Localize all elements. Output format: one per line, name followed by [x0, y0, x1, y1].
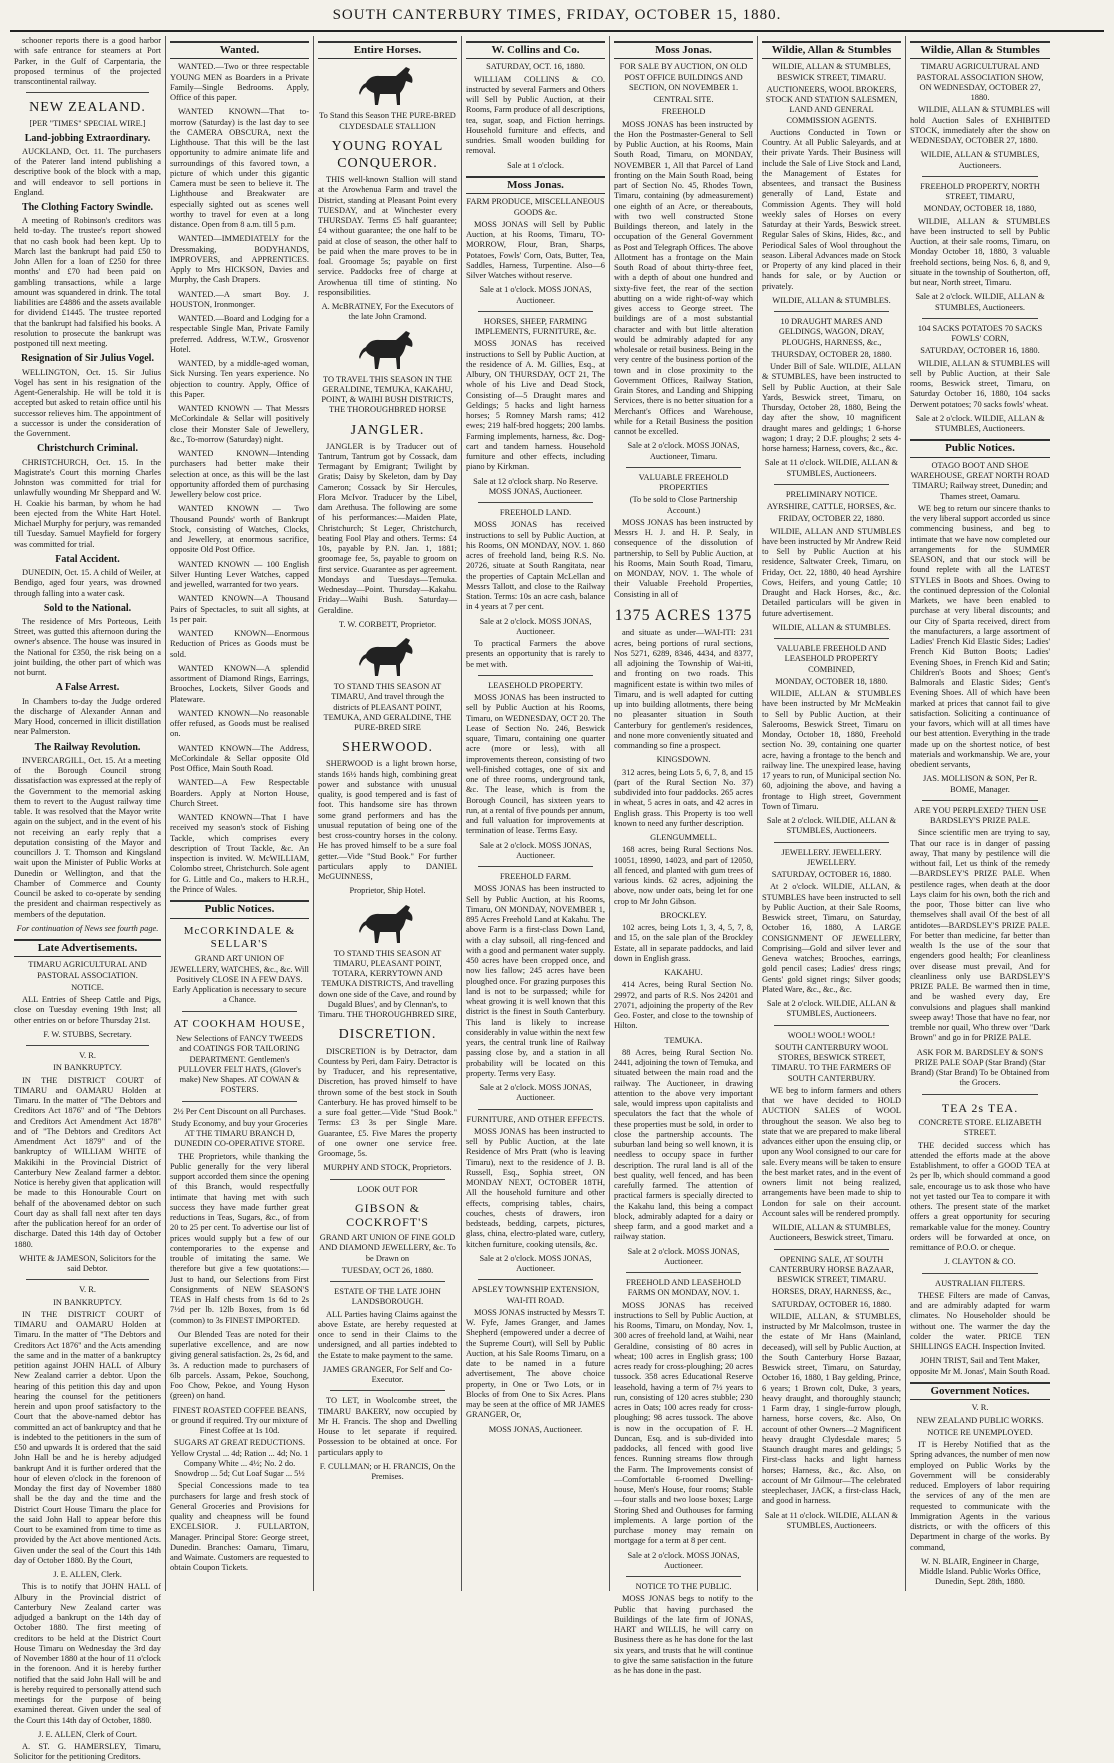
ad-title: IN BANKRUPTCY. [53, 1297, 122, 1307]
ad-body: To Stand this Season THE PURE-BRED CLYDESDALE STALLION [319, 111, 456, 131]
ad-title: 10 DRAUGHT MARES AND GELDINGS, WAGON, DRAY, PLOUGHS, HARNESS, &c., [778, 317, 885, 347]
ad-body: IN THE DISTRICT COURT of TIMARU and OAMARU Holden at Timaru. In the matter of "The Debtors and Creditors Act 1876" and the Acts amending the same and in the matter of a bankruptcy petition against JOHN HALL of Albury New Zealand carrier a debtor. Upon the hearing of this petition this day and upon hearing the counsel for the petitioners herein and upon proof satisfactory to the Court that the above-named debtor has committed an act of bankruptcy and that he is indebted to the petitioners in the sum of £50 and upwards It is ordered that the said John Hall be and he is hereby adjudged bankrupt And it is further ordered that the hour of eleven o'clock in the forenoon of Monday the first day of November 1880 shall be the day and the time and the District Court House Timaru the place for the said John Hall to appear before this Court to be examined from time to time as provided by the Act above mentioned Acts. Given under the seal of the Court this 14th day of October 1880. By the Court, [14, 1309, 161, 1565]
column-wildie-allan-1 [758, 36, 906, 1591]
ad-signature: Sale at 11 o'clock. WILDIE, ALLAN & STUMBLES, Auctioneers. [764, 1510, 899, 1530]
ad-body: DISCRETION is by Detractor, dam Countess by Peri, dam Fairy. Detractor is by Traducer, and his representative, Discretion, has proved himself to have thrown some of the best stock in South Canterbury. He has proved himself to be a sure foal getter.—Vide "Stud Book." Terms: £3 3s per Single Mare. Guarantee, £5. Five Mares the property of one owner one service free. Groomage, 5s. [318, 1046, 457, 1159]
column-collins-jonas [462, 36, 610, 1591]
news-paragraph: The residence of Mrs Porteous, Leith Street, was gutted this afternoon during the owner's absence. The house was insured in the National for £350, the risk being on a joint building, the other part of which was not burnt. [14, 616, 161, 678]
ad-signature: Proprietor, Ship Hotel. [349, 886, 426, 896]
column-moss-jonas [610, 36, 758, 1676]
ad-body: 168 acres, being Rural Sections Nos. 10051, 18990, 14023, and part of 12050, all fenced, and planted with gum trees of various kinds. 62 acres, adjoining the above, now under oats, being let for one crop to Mr John Gibson. [614, 845, 753, 906]
ad-title: FOR SALE BY AUCTION, ON OLD POST OFFICE BUILDINGS AND SECTION, ON NOVEMBER 1. [619, 62, 748, 92]
section-moss-jonas: Moss Jonas. [466, 176, 605, 194]
ad-body: FINEST ROASTED COFFEE BEANS, or ground if required. Try our mixture of Finest Coffee at 1s 10d. [171, 1405, 308, 1436]
news-heading: Resignation of Sir Julius Vogel. [21, 353, 154, 365]
ad-title: NOTICE TO THE PUBLIC. [635, 1582, 732, 1592]
news-heading: Land-jobbing Extraordinary. [24, 132, 151, 144]
ad-body: MOSS JONAS has received instructions to Sell by Public Auction, at the residence of A. M. Gillies, Esq., at Albury, ON THURSDAY, OCT 21, The whole of his Live and Dead Stock, Consisting of—5 Draught mares and Geldings; 5 hacks and light harness horses; 5 Romney Marsh rams; 412 ewes; 219 half-bred hoggets; 200 lambs. Farming implements, harness, &c. Dog-cart and tandem harness. Household furniture and other effects, including piano by Kirkman. [466, 339, 605, 472]
classified-ad: WANTED KNOWN—No reasonable offer refused, as Goods must be realised on. [170, 708, 309, 739]
column-wanted [166, 36, 314, 1591]
ad-body: MOSS JONAS instructed by Messrs T. W. Fyfe, James Granger, and James Shepherd (empowered under a decree of the Supreme Court), will Sell by Public Auction, at his Sale Rooms Timaru, on a date to be named in a future advertisement, The above choice property, in One or Two Lots, or in Blocks of from One to Six Acres. Plans may be seen at the office of MR JAMES GRANGER, Or, [466, 1307, 605, 1420]
ad-body: MOSS JONAS has been instructed to sell by Public Auction, at the late Residence of Mrs Pratt (who is leaving Timaru), next to the residence of J. B. Russell, Esq., Sophia street, ON MONDAY NEXT, OCTOBER 18TH, All the household furniture and other effects, comprising tables, chairs, couches, chests of drawers, iron bedsteads, bedding, carpets, pictures, glass, china, electro-plated ware, cutlery, kitchen furniture, cooking utensils, &c. [466, 1126, 605, 1249]
ad-body: SUGARS AT GREAT REDUCTIONS. Yellow Crystal ... 4d; Ration ... 4d; No. 1 Company White ... 4½; No. 2 do. Snowdrop ... 5d; Cut Loaf Sugar ... 5½ [170, 1438, 309, 1479]
section-entire-horses: Entire Horses. [318, 41, 457, 59]
ad-title: JEWELLERY. JEWELLERY. JEWELLERY. [781, 847, 882, 867]
ad-body: THIS well-known Stallion will stand at the Arowhenua Farm and travel the District, standing at Pleasant Point every TUESDAY, and at Winchester every THURSDAY. Terms £5 half guarantee; £4 without guarantee; the one half to be paid at close of season, the other half to be paid when the mare proves to be in foal. Groomage 5s; payable on first service. Paddocks free of charge at Arowhenua till time of stinting. No responsibilities. [318, 175, 457, 297]
ad-title: CENTRAL SITE. [653, 95, 714, 105]
news-paragraph: AUCKLAND, Oct. 11. The purchasers of the Paterer land intend publishing a descriptive book of the block with a map, and will endeavor to sell portions in England. [14, 146, 161, 197]
ad-title: WOOL! WOOL! WOOL! [787, 1030, 876, 1040]
ad-title: FARM PRODUCE, MISCELLANEOUS GOODS &c. [466, 197, 605, 217]
ad-body: 102 acres, being Lots 1, 3, 4, 5, 7, 8, and 15, on the sale plan of the Brockley Estate, all in separate paddocks, and laid down in English grass. [614, 923, 753, 963]
ad-subhead: CONCRETE STORE. ELIZABETH STREET. [918, 1118, 1042, 1138]
news-paragraph: WELLINGTON, Oct. 15. Sir Julius Vogel has sent in his resignation of the Agent-Generalship. He will be told it is accepted but asked to retain office until his successor relieves him. The appointment of a successor is under the consideration of the Government. [14, 367, 161, 439]
ad-subhead: AUCTIONEERS, WOOL BROKERS, STOCK AND STATION SALESMEN, LAND AND GENERAL COMMISSION AGENTS. [765, 84, 898, 125]
horse-icon [356, 327, 420, 371]
ad-date: SATURDAY, OCTOBER 16, 1880. [920, 346, 1040, 356]
ad-signature: F. CULLMAN; or H. FRANCIS, On the Premises. [319, 1461, 456, 1482]
classified-ad: WANTED—IMMEDIATELY for the Dressmaking, BODYHANDS, IMPROVERS, and APPRENTICES. Apply to Mrs HICKSON, Davies and Murphy, the Cash Drapers. [170, 234, 309, 285]
ad-signature: A. ST. G. HAMERSLEY, Timaru, Solicitor for the petitioning Creditors. [14, 1742, 161, 1762]
ad-body: WILDIE, ALLAN & STUMBLES will hold Auction Sales of EXHIBITED STOCK, immediately after the show on WEDNESDAY, OCTOBER 27, 1880. [910, 105, 1050, 146]
ad-body: THESE Filters are made of Canvas, and are admirably adapted for warm climates. No Householder should be without one. The warmer the day the colder the water. PRICE TEN SHILLINGS EACH. Inspection Invited. [910, 1290, 1050, 1352]
ad-subhead: AYRSHIRE, CATTLE, HORSES, &c. [766, 502, 897, 512]
ad-date: SATURDAY, OCTOBER 16, 1880. [771, 870, 892, 880]
classified-ad: WANTED KNOWN—The Address, McCorkindale & Sellar opposite Old Post Office, Main South Road. [170, 743, 309, 774]
ad-poem: Since scientific men are trying to say, That our race is in danger of passing away, That many by pestilence will die without fail, Let us think of the remedy—BARDSLEY'S PRIZE PALE. When pestilence rages, when death at the door Lays claim for his own, both the rich and the poor, Those bitter can live who themselves shall avail Of the best of all antidotes—BARDSLEY'S PRIZE PALE. For better than medicine, far better than wealth Is the use of the sour that engenders good health; For cleanliness over disease must prevail, And for cleanliness only use BARDSLEY'S PRIZE PALE. Be warmed then in time, and be washed every day, Ere convulsions and plagues shall mankind sweep away! Those that have no fear, nor tremble nor quail, Who threw over "Dark Brown" and go in for PRIZE PALE. [910, 828, 1050, 1043]
ad-title: FREEHOLD PROPERTY, NORTH STREET, TIMARU, [920, 181, 1040, 202]
ad-signature: JAS. MOLLISON & SON, Per R. BOME, Manager. [922, 774, 1037, 794]
ad-subhead: BROCKLEY. [660, 910, 707, 920]
ad-body: WE beg to inform farmers and others that we have decided to HOLD AUCTION SALES of WOOL throughout the season. We also beg to state that we are prepared to make liberal advances either upon the ensuing clip, or upon any Wool consigned to our care for sale. Every means will be taken to ensure the best market rates, and in the event of owners limit not being realized, arrangements have been made to ship to London for sale on their account. Account sales will be rendered promptly. [762, 1085, 901, 1218]
ad-signature: F. W. STUBBS, Secretary. [43, 1029, 132, 1039]
section-wanted: Wanted. [170, 41, 309, 59]
horse-icon [356, 63, 420, 107]
ad-signature: JOHN TRIST, Sail and Tent Maker, opposite Mr M. Jonas', Main South Road. [910, 1356, 1050, 1376]
ad-body: and situate as under—WAI-ITI: 231 acres, being portions of rural sections, Nos 5271, 6289, 8346, 4434, and 8377, all adjoining the Township of Wai-iti, and fronting on two roads. This magnificent estate is within two miles of Timaru, and is well adapted for cutting up into building allotments, there being no pleasanter situation in South Canterbury for gentlemen's residences, and none more conveniently situated and commanding so fine a prospect. [614, 628, 753, 751]
royal-cipher: V. R. [971, 1403, 989, 1413]
ad-signature: Sale at 1 o'clock. [507, 160, 564, 170]
ad-signature: WILDIE, ALLAN & STUMBLES, Auctioneers, Beswick street, Timaru. [769, 1223, 894, 1243]
section-title-new-zealand: NEW ZEALAND. [29, 100, 146, 116]
ad-signature: J. E. ALLEN, Clerk. [53, 1570, 122, 1580]
ad-title: FREEHOLD LAND. [499, 508, 572, 518]
ad-title: YOUNG ROYAL CONQUEROR. [331, 138, 444, 171]
ad-signature: WILDIE, ALLAN & STUMBLES, Auctioneers. [920, 150, 1040, 170]
horse-icon [356, 634, 420, 678]
classified-ad: WANTED.—A smart Boy. J. HOUSTON, Ironmonger. [170, 289, 309, 309]
news-paragraph: INVERCARGILL, Oct. 15. At a meeting of the Borough Council strong dissatisfaction was expressed at the reply of the Government to the memorial asking them to revert to the August railway time table. It was resolved that the Mayor write again on the subject, and in the event of his not receiving an early reply that a deputation consisting of the Mayor and councillors J. T. Thomson and Kingsland wait upon the Minister of Public Works at Dunedin or Wellington, and that the Chamber of Commerce and County Council be asked to co-operate by sending the president and chairman respectively as members of the deputation. [14, 755, 161, 919]
ad-body: JANGLER is by Traducer out of Tantrum, Tantrum got by Cossack, dam Termagant by Emigrant; Twilight by Gratis; Daisy by Skeleton, dam by Day Cameron; Cossack by Sir Hercules, Flora McIvor. Traducer by the Libel, dam Arethusa. The following are some of his performances:—Maiden Plate, Christchurch; St Leger, Christchurch, beating Fool Play and others. Terms: £4 10s, payable by P.N. Jan. 1, 1881; groomage fee, 5s, payable to groom on first service. Guarantee as per agreement. Mondays and Tuesdays—Temuka. Wednesday—Point. Thursday—Kakahu. Friday—Waihi Bush. Saturday—Geraldine. [318, 441, 457, 615]
ad-title: AUSTRALIAN FILTERS. [935, 1278, 1025, 1288]
ad-title: HORSES, SHEEP, FARMING IMPLEMENTS, FURNITURE, &c. [474, 316, 597, 337]
ad-signature: MOSS JONAS, Auctioneer. [488, 1424, 583, 1434]
section-moss-jonas: Moss Jonas. [614, 41, 753, 59]
ad-title: GIBSON & COCKROFT'S [346, 1200, 429, 1230]
section-public-notices: Public Notices. [910, 439, 1050, 457]
news-heading: The Railway Revolution. [34, 741, 141, 753]
ad-body: WILDIE, ALLAN & STUMBLES will sell by Public Auction, at their Sale rooms, Beswick street, Timaru, on Saturday October 16, 1880, 104 sacks Derwent potatoes; 70 sacks fowls' wheat. [910, 358, 1050, 409]
ad-title: ARE YOU PERPLEXED? THEN USE BARDSLEY'S PRIZE PALE. [913, 805, 1047, 826]
ad-body: TO STAND THIS SEASON AT TIMARU, And travel through the districts of PLEASANT POINT, TEMUKA, AND GERALDINE, THE PURE-BRED SIRE [323, 682, 452, 733]
ad-title: DISCRETION. [338, 1027, 437, 1043]
ad-subhead: NOTICE RE UNEMPLOYED. [927, 1427, 1033, 1437]
ad-signature: WILDIE, ALLAN & STUMBLES. [772, 295, 891, 305]
ad-title: JANGLER. [350, 422, 425, 438]
ad-subhead: KAKAHU. [664, 968, 703, 978]
ad-title: FREEHOLD [661, 107, 706, 117]
ad-date: THURSDAY, OCTOBER 28, 1880. [771, 349, 892, 359]
ad-signature: Sale at 2 o'clock. MOSS JONAS, Auctioneer. [479, 1083, 592, 1103]
ad-title: TIMARU AGRICULTURAL AND PASTORAL ASSOCIATION SHOW, ON WEDNESDAY, OCTOBER 27, 1880. [916, 62, 1044, 103]
ad-body: 88 Acres, being Rural Section No. 2441, adjoining the town of Temuka, and situated between the main road and the railway. The Auctioneer, in drawing attention to the above very important sale, would impress upon capitalists and speculators the fact that the whole of these properties must be sold, in order to close the partnership accounts. The suburban land being so well known, it is needless to occupy space in further description. The rural land is all of the best quality, well fenced, and has been carefully farmed. The attention of practical farmers is specially directed to the Kakahu land, this being a compact block, admirably adapted for a dairy or sheep farm, and a good market and a railway station. [614, 1047, 753, 1242]
ad-body: 312 acres, being Lots 5, 6, 7, 8, and 15 (part of the Rural Section No. 37) subdivided into four paddocks. 265 acres in wheat, 5 acres in oats, and 42 acres in English grass. This Property is too well known to need any further description. [614, 767, 753, 828]
ad-title: APSLEY TOWNSHIP EXTENSION, WAI-ITI ROAD. [471, 1285, 600, 1305]
ad-body: GRAND ART UNION OF JEWELLERY, WATCHES, &c., &c. Will Positively CLOSE IN A FEW DAYS. Early Application is necessary to secure a Chance. [170, 954, 310, 1005]
ad-body: ALL Entries of Sheep Cattle and Pigs, close on Tuesday evening 19th Inst; all other entries on or before Thursday 21st. [14, 995, 161, 1025]
ad-body: IT is Hereby Notified that as the Spring advances, the number of men now employed on Public Works by the Government will be considerably reduced. Employers of labor requiring the services of any of the men are requested to communicate with the Immigration Agents in the various districts, or with the officers of this Department in charge of the works. By command, [910, 1440, 1050, 1552]
ad-body: ALL Parties having Claims against the above Estate, are hereby requested at once to send in their Claims to the undersigned, and all parties indebted to the Estate to make payment to the same. [318, 1309, 457, 1360]
ad-signature: J. CLAYTON & CO. [944, 1257, 1016, 1267]
news-heading: The Clothing Factory Swindle. [21, 202, 154, 214]
news-paragraph: CHRISTCHURCH, Oct. 15. In the Magistrate's Court this morning Charles Johnston was committed for trial for unlawfully wounding Mr Sheppard and W. H. Coakie his barman, by whom he had been ejected from the White Hart Hotel. Michael Murphy for perjury, was remanded till Tuesday. Samuel Mayfield for forgery was committed for trial. [14, 457, 161, 549]
classified-ad: WANTED KNOWN—Enormous Reduction of Prices as Goods must be sold. [170, 629, 309, 659]
ad-signature: JAMES GRANGER, For Self and Co-Executor. [322, 1364, 453, 1385]
classified-ad: WANTED KNOWN — Two Thousand Pounds' worth of Bankrupt Stock, consisting of Watches, Clocks, and Jewellery, at enormous sacrifice, opposite Old Post Office. [170, 504, 309, 555]
ad-body: MOSS JONAS has been instructed to Sell by Public Auction, at his Rooms, Timaru, ON MONDAY, NOVEMBER 1, 895 Acres Freehold Land at Kakahu. The above Farm is a first-class Down Land, with a clay subsoil, all ring-fenced and with a good and permanent water supply. 450 acres have been cropped once, and now lies fallow; 245 acres have been ploughed once. For grazing purposes this land is not to be surpassed; while for wheat growing it is well known that this district is the finest in South Canterbury. This land is likely to increase considerably in value within the next few years, the central trunk line of Railway passing close by, and a station in all probability will be located on this property. Terms very Easy. [466, 884, 605, 1078]
classified-ad: WANTED KNOWN—A Thousand Pairs of Spectacles, to suit all sights, at 1s per pair. [170, 594, 309, 624]
ad-date: SATURDAY, OCTOBER 16, 1880. [771, 1299, 892, 1309]
ad-title: FREEHOLD FARM. [499, 872, 572, 882]
ad-note: (To be sold to Close Partnership Account.) [629, 495, 738, 515]
section-public-notices: Public Notices. [170, 900, 309, 918]
ad-signature: WILDIE, ALLAN & STUMBLES. [772, 622, 891, 632]
ad-title: NEW ZEALAND PUBLIC WORKS. [916, 1415, 1044, 1425]
ad-signature: Sale at 2 o'clock. WILDIE, ALLAN & STUMBLES, Auctioneers. [766, 816, 897, 836]
ad-subhead: HORSES, DRAY, HARNESS, &c., [771, 1287, 892, 1297]
classified-ad: WANTED KNOWN — 100 English Silver Hunting Lever Watches, capped and jewelled, warranted for two years. [170, 559, 309, 590]
classified-ad: WANTED, by a middle-aged woman, Sick Nursing. Ten years experience. No objection to country. Apply, Office of this Paper. [170, 359, 309, 399]
classified-ad: WANTED KNOWN—A splendid assortment of Diamond Rings, Earrings, Brooches, Lockets, Silver Goods and Plateware. [170, 663, 309, 704]
ad-title: TEA 2s TEA. [941, 1100, 1019, 1115]
ad-title: OPENING SALE, AT SOUTH CANTERBURY HORSE BAZAAR, BESWICK STREET, TIMARU. [769, 1254, 894, 1285]
section-late-advertisements: Late Advertisements. [14, 939, 161, 957]
news-paragraph: A meeting of Robinson's creditors was held to-day. The trustee's report showed that no cash book had been kept. Up to March last the bankrupt had paid £50 to John Allen for a loan of £250 for three months' and £70 had been paid on gambling transactions, while a large amount was squandered in drink. The total liabilities are £4886 and the assets available for dividend £1445. The trustee reported that the bankrupt had falsified his books. A resolution to prosecute the bankrupt was postponed till next meeting. [14, 216, 161, 349]
ad-signature: Sale at 2 o'clock. MOSS JONAS, Auctioneer. [479, 1253, 592, 1274]
ad-title: Study Economy, and buy your Groceries AT THE TIMARU BRANCH D, DUNEDIN CO-OPERATIVE STORE. [171, 1118, 308, 1149]
ad-body: MOSS JONAS begs to notify to the Public that having purchased the Buildings of the late firm of JONAS, HART and WILLIS, he will carry on Business there as he has done for the last six years, and trusts that he will continue to give the same satisfaction in the future as he has done in the past. [614, 1594, 753, 1676]
ad-body: WILDIE, ALLAN AND STUMBLES have been instructed by Mr Andrew Reid to Sell by Public Auction at his residence, Saltwater Creek, Timaru, on Friday, Oct. 22, 1880, 40 head Ayrshire Cows, Heifers, and young Cattle; 10 Draught and Hack Horses, &c., &c. Detailed particulars will be given in future advertisement. [762, 526, 901, 618]
ad-body: WE beg to return our sincere thanks to the very liberal support accorded us since commencing business, and beg to intimate that we have now completed our arrangements for the SUMMER SEASON, and that our stock will be found replete with all the LATEST STYLES in Boots and Shoes. Owing to the continued depression of the Colonial Markets, we have been enabled to purchase at very liberal discounts; and our City of Sparta received, direct from the manufacturers, a large assortment of Ladies' French Kid Elastic Sides; Ladies' French Kid Button Boots; Ladies' Evening Shoes, in French Kid and Satin; Children's Boots and Shoes; Gent's Balmorals and Elastic Sides; Gent's Evening Shoes. All of which have been marked at prices that cannot fail to give satisfaction. Soliciting a continuance of your favors, which will at all times have our best attention. Everything in the trade made up on the shortest notice, of best materials and workmanship. We are, your obedient servants, [910, 503, 1050, 770]
ad-signature: Sale at 2 o'clock. MOSS JONAS, Auctioneer. [479, 616, 592, 636]
news-heading: Christchurch Criminal. [37, 443, 138, 455]
news-heading: Fatal Accident. [55, 553, 120, 565]
classified-ad: WANTED KNOWN — That Messrs McCorkindale & Sellar will positively close their Monster Sale of Jewellery, &c., To-morrow (Saturday) night. [170, 404, 309, 444]
ad-title: VALUABLE FREEHOLD PROPERTIES [638, 472, 729, 493]
ad-body: IN THE DISTRICT COURT of TIMARU and OAMARU Holden at Timaru. In the matter of "The Debtors and Creditors Act 1876" and of "The Debtors and Creditors Act Amendment Act 1878" and of "The Debtors and Creditors Act Amendment Act 1879" and of the bankruptcy of WILLIAM WHITE of Makikihi in the Provincial District of Canterbury New Zealand farmer a debtor. Notice is hereby given that application will be made to this Honourable Court on behalf of the abovenamed debtor on such Court day as shall fall next after ten days after the publication hereof for an order of discharge. Dated this 14th day of October 1880. [14, 1075, 161, 1249]
ad-subhead: GLENGUMMELL. [650, 833, 717, 843]
ad-signature: A. McBRATNEY, For the Executors of the late John Cramond. [321, 302, 454, 322]
royal-cipher: V. R. [79, 1051, 96, 1061]
ad-acres-display: 1375 ACRES 1375 [614, 606, 753, 624]
ad-title: VALUABLE FREEHOLD AND LEASEHOLD PROPERTY COMBINED, [776, 644, 887, 674]
ad-title: ESTATE OF THE LATE JOHN LANDSBOROUGH. [334, 1287, 441, 1307]
ad-body: WILLIAM COLLINS & CO. instructed by several Farmers and Others will Sell by Public Auction, at their Rooms, Farm produce of all descriptions, tea, sugar, soap, and Fiction herrings. Household furniture and effects, and sundries. Small wooden building for removal. [466, 74, 605, 156]
royal-cipher: V. R. [79, 1285, 96, 1295]
ad-body: At 2 o'clock. WILDIE, ALLAN, & STUMBLES have been instructed to sell by Public Auction, at their Sale Rooms, Beswick street, Timaru, on Saturday, October 16, 1880, A LARGE CONSIGNMENT OF JEWELLERY, Comprising—Gold and silver lever and Geneva watches; Brooches, earrings, gold pencil cases; Ladies' dress rings; Gents' gold signet rings; Silver goods; Plated Ware, &c., &c., &c. [762, 882, 901, 994]
classified-ad: WANTED KNOWN—Intending purchasers had better make their selection at once, as this will be the last opportunity afforded them of purchasing Jewellery below cost price. [170, 449, 309, 500]
ad-signature: Sale at 2 o'clock. WILDIE, ALLAN & STUMBLES, Auctioneers. [915, 292, 1045, 312]
ad-body: To practical Farmers the above presents an opportunity that is rarely to be met with. [466, 639, 605, 669]
ad-title: TIMARU AGRICULTURAL AND PASTORAL ASSOCIATION. [28, 960, 147, 980]
ad-title: PRELIMINARY NOTICE. [785, 489, 878, 499]
column-entire-horses [314, 36, 462, 1591]
section-wildie-allan: Wildie, Allan & Stumbles [910, 41, 1050, 59]
ad-body: TO TRAVEL THIS SEASON IN THE GERALDINE, TEMUKA, KAKAHU, POINT, & WAIHI BUSH DISTRICTS, THE THOROUGHBRED HORSE [321, 374, 454, 415]
ad-body: MOSS JONAS has been instructed by the Hon the Postmaster-General to Sell by Public Auction, at his Rooms, Main South Road, Timaru, on MONDAY, NOVEMBER 1, All that Parcel of Land fronting on the Main South Road, being part of Section No. 45, Rhodes Town, Timaru, containing (by admeasurement) one eighth of an Acre, or thereabouts, with two well constructed Stone Buildings thereon, and lately in the occupation of the General Government as Post and Telegraph Offices. The above Allotment has a frontage on the Main South Road of about thirty-three feet, with a depth of about one hundred and sixty-five feet, the rear of the section abutting on a wide right-of-way which gives access to George street. The buildings are of a most substantial character and with but little alteration would be admirably adapted for any wholesale or retail business. Being in the very centre of the business portion of the town and in close proximity to the Government Offices, Railway Station, Grain Stores, and Landing and Shipping Services, there is no better situation for a Merchant's Offices and Warehouse, while for a Retail Business the position cannot be excelled. [614, 119, 753, 437]
ad-signature: Sale at 2 o'clock. WILDIE, ALLAN & STUMBLES, Auctioneers. [915, 413, 1045, 434]
ad-body: 414 Acres, being Rural Section No. 29972, and parts of R.S. Nos 24201 and 27071, adjoining the property of the Rev Geo. Foster, and close to the township of Hilton. [614, 980, 753, 1031]
news-paragraph: In Chambers to-day the Judge ordered the discharge of Alexander Annan and Mary Hood, concerned in illicit distillation near Palmerston. [14, 696, 161, 737]
section-w-collins: W. Collins and Co. [466, 41, 605, 59]
column-news [10, 36, 166, 1762]
ad-body: TO STAND THIS SEASON AT TIMARU, PLEASANT POINT, TOTARA, KERRYTOWN AND TEMUKA DISTRICTS, And travelling down one side of the Cave, and round by Dugald Blues', and by Clennan's, to Timaru. THE THOROUGHBRED SIRE, [318, 948, 457, 1020]
ad-title: WILDIE, ALLAN & STUMBLES, BESWICK STREET, TIMARU. [772, 62, 891, 82]
ad-title: LEASEHOLD PROPERTY. [488, 680, 583, 690]
ad-title: FURNITURE, AND OTHER EFFECTS. [466, 1114, 605, 1124]
ad-signature: Sale at 2 o'clock. MOSS JONAS, Auctioneer. [627, 1550, 740, 1570]
news-heading: Sold to the National. [43, 602, 132, 614]
ad-body: Special Concessions made to tea purchasers for large and fresh stock of General Groceries and Provisions for quality and cheapness will be found EXCELSIOR. J. FULLARTON, Manager. Principal Store: George street, Dunedin. Branches: Oamaru, Timaru, and Waimate. Customers are requested to obtain Coupon Tickets. [170, 1481, 309, 1573]
ad-title: IN BANKRUPTCY. [53, 1063, 122, 1073]
ad-signature: J. E. ALLEN, Clerk of Court. [38, 1729, 137, 1739]
ad-body: This is to notify that JOHN HALL of Albury in the Provincial district of Canterbury New Zealand carter was adjudged a bankrupt on the 14th day of October 1880. The first meeting of creditors to be held at the District Court House Timaru on Wednesday the 3rd day of November 1880 at the hour of 11 o'clock in the forenoon. And it is hereby further notified that the said John Hall will be and is hereby required to personally attend such meetings for the purpose of being examined thereat. Given under the seal of the Court this 14th day of October, 1880. [14, 1582, 161, 1725]
ad-date: MONDAY, OCTOBER 18, 1880, [923, 204, 1037, 214]
ad-date: MONDAY, OCTOBER 18, 1880. [775, 676, 888, 686]
ad-body: MOSS JONAS has received instructions to Sell by Public Auction, at his Rooms, Timaru, on Monday, Nov. 1, 300 acres of freehold land, at Waihi, near Geraldine, consisting of 80 acres in wheat; 100 acres in English grass; 100 acres ready for cross-ploughing; 20 acres tussock. 358 acres Educational Reserve leasehold, having a term of 7½ years to run, consisting of 120 acres stubble; 230 acres in Oats; 100 acres ready for cross-ploughing; 98 acres tussock. The above is now in the occupation of F. H. Duncan, Esq. and is sub-divided into paddocks, all fenced with good live fences. Running streams flow through the Farm. The Improvements consist of—Comfortable 6-roomed Dwelling-house, Men's House, four rooms; Stable—four stalls and two loose boxes; Large Storing Shed and Outhouses for farming implements. A large portion of the purchase money may remain on mortgage for a term at 8 per cent. [614, 1300, 753, 1546]
classified-ad: WANTED KNOWN—That to-morrow (Saturday) is the last day to see the CAMERA OBSCURA, next the Lighthouse. That this will be the last opportunity to admire animate life and surroundings of this favored town, a picture of which under this gigantic Camera must be seen to believe it. The Lighthouse and Breakwater are especially sighted out as scenes well worthy to travel for even at a long distance. Open from 8 a.m. till 5 p.m. [170, 107, 309, 230]
section-wildie-allan: Wildie, Allan & Stumbles [762, 41, 901, 59]
ad-signature: Sale at 11 o'clock. WILDIE, ALLAN & STUMBLES, Auctioneers. [764, 458, 899, 478]
column-wildie-allan-2 [906, 36, 1054, 1591]
ad-date: SATURDAY, OCT. 16, 1880. [486, 62, 585, 72]
news-heading: A False Arrest. [55, 682, 120, 694]
ad-signature: Sale at 12 o'clock sharp. No Reserve. MOSS JONAS, Auctioneer. [473, 476, 598, 496]
ad-signature: WHITE & JAMESON, Solicitors for the said Debtor. [19, 1253, 156, 1274]
ad-signature: T. W. CORBETT, Proprietor. [338, 619, 437, 629]
ad-date: FRIDAY, OCTOBER 22, 1880. [778, 514, 885, 524]
news-intro: schooner reports there is a good harbor with safe entrance for steamers at Port Parker, in the Gulf of Carpentaria, the proposed terminus of the projected transcontinental railway. [14, 36, 161, 86]
ad-body: TO LET, in Woolcombe street, the TIMARU BAKERY, now occupied by Mr H. Francis. The shop and Dwelling House to let separate if required. Possession to be obtained at once. For particulars apply to [318, 1396, 457, 1457]
masthead: SOUTH CANTERBURY TIMES, FRIDAY, OCTOBER 15, 1880. [10, 0, 1104, 32]
ad-signature: MURPHY AND STOCK, Proprietors. [323, 1163, 452, 1173]
ad-subhead: TEMUKA. [664, 1035, 703, 1045]
ad-signature: W. N. BLAIR, Engineer in Charge, Middle Island. Public Works Office, Dunedin, Sept. 28th, 1880. [919, 1556, 1041, 1587]
ad-title: McCORKINDALE & SELLAR'S [183, 924, 296, 950]
ad-signature: Sale at 2 o'clock. MOSS JONAS, Auctioneer, Timaru. [627, 441, 740, 461]
ad-body: Our Blended Teas are noted for their superlative excellence, and are now giving general satisfaction. 2s, 2s 6d, and 3s. A reduction made to purchasers of 6lb parcels. Assam, Pekoe, Souchong, Foo Chow, Pekoe, and Young Hyson (green) on hand. [170, 1329, 309, 1401]
news-paragraph: DUNEDIN, Oct. 15. A child of Weiler, at Bendigo, aged four years, was drowned through falling into a water cask. [14, 568, 161, 598]
classified-ad: WANTED KNOWN—That I have received my season's stock of Fishing Tackle, which comprises every description of Trout Tackle, &c. An inspection is invited. W. McWILLIAM, Colombo street, Christchurch. Sole agent for G. Little and Co., makers to H.R.H., the Prince of Wales. [170, 813, 309, 894]
ad-body: SHERWOOD is a light brown horse, stands 16½ hands high, combining great power and substance with unusual quality, is good tempered and is fast of foot. This handsome sire has thrown some grand performers and has the unusual reputation of being one of the best cross-country horses in the colony. He has proved himself to be a sure foal getter.—Vide "Stud Book." For further particulars apply to DANIEL McGUINNESS, [318, 759, 457, 882]
ad-body: MOSS JONAS has been instructed by Messrs H. J. and H. P. Sealy, in consequence of the dissolution of partnership, to Sell by Public Auction, at his Rooms, Main South Road, Timaru, on MONDAY, NOV. 1. The whole of their Valuable Freehold Properties, Consisting in all of [614, 517, 753, 599]
ad-signature: Sale at 1 o'clock. MOSS JONAS, Auctioneer. [479, 285, 592, 305]
ad-title: FREEHOLD AND LEASEHOLD FARMS ON MONDAY, NOV. 1. [626, 1278, 741, 1298]
ad-subhead: SOUTH CANTERBURY WOOL STORES, BESWICK STREET, TIMARU. TO THE FARMERS OF SOUTH CANTERBURY. [771, 1042, 892, 1083]
classified-ad: WANTED—A Few Respectable Boarders. Apply at Norton House, Church Street. [170, 778, 309, 808]
continuation-note: For continuation of News see fourth page. [16, 923, 159, 933]
classified-ad: WANTED.—Board and Lodging for a respectable Single Man, Private Family preferred. Address, W.T.W., Grosvenor Hotel. [170, 314, 309, 354]
ad-signature: Sale at 2 o'clock. MOSS JONAS, Auctioneer. [627, 1246, 740, 1266]
ad-signature: Sale at 2 o'clock. WILDIE, ALLAN & STUMBLES, Auctioneers. [766, 999, 897, 1019]
ad-body: Under Bill of Sale. WILDIE, ALLAN & STUMBLES, have been instructed to Sell by Public Auction, at their Sale Yards, Beswick street, Timaru, on Thursday, October 28, 1880, Being the day after the show, 10 magnificent draught mares and geldings; 1 6-horse wagon; 1 dray; 2 D.F. ploughs; 2 sets 4-horse harness; Harness, covers, &c., &c. [762, 362, 901, 454]
ad-title: 2½ Per Cent Discount on all Purchases. [173, 1106, 306, 1116]
ad-title: AT COOKHAM HOUSE, [173, 1017, 306, 1030]
horse-icon [356, 901, 420, 945]
ad-body: MOSS JONAS has received instructions to sell by Public Auction, at his Rooms, ON MONDAY, NOV. 1. 860 acres of freehold land, being R.S. No. 20726, situate at South Rangitata, near the properties of Captain McLellan and Messrs Tallott, and close to the Railway Station. Terms: 10s an acre cash, balance in 4 years at 7 per cent. [466, 520, 605, 612]
wire-note: [PER "TIMES" SPECIAL WIRE.] [29, 119, 146, 129]
ad-notice: NOTICE. [71, 982, 104, 992]
ad-title: LOOK OUT FOR [357, 1184, 418, 1194]
ad-signature: Sale at 2 o'clock. MOSS JONAS, Auctioneer. [479, 840, 592, 860]
ad-body: New Selections of FANCY TWEEDS and COATINGS FOR TAILORING DEPARTMENT. Gentlemen's PULLOVER FELT HATS, (Glover's make) New Shapes. AT COWAN & FOSTERS. [176, 1034, 303, 1095]
ad-date: TUESDAY, OCT 26, 1880. [341, 1265, 434, 1275]
classified-ad: WANTED.—Two or three respectable YOUNG MEN as Boarders in a Private Family—Single Bedrooms. Apply, Office of this paper. [170, 62, 309, 103]
ad-subhead: KINGSDOWN. [656, 755, 711, 765]
ad-body: WILDIE, ALLAN & STUMBLES have been instructed to sell by Public Auction, at their sale rooms, Timaru, on Monday October 18, 1880, 3 valuable freehold sections, being Nos. 6, 8, and 9, situate in the township of Southerton, off, but near, North street, Timaru. [910, 216, 1050, 288]
ad-body: THE Proprietors, while thanking the Public generally for the very liberal support accorded them since the opening of this Branch, would respectfully intimate that having met with such success they have made further great reductions in Teas, Sugars, &c., of from 20 to 25 per cent. To advertise our list of prices would supply but a few of our contemporaries to the expense and trouble of imitating the same. We therefore but give a few quotations:—Just to hand, our Selections from First Consignments of NEW SEASON'S TEAS in Half chests from 1s 6d to 2s 7½d per lb. 12lb Boxes, from 1s 6d (common) to 3s FINEST IMPORTED. [170, 1151, 309, 1325]
ad-title: OTAGO BOOT AND SHOE WAREHOUSE, GREAT NORTH ROAD TIMARU; Railway street, Dunedin; and Thames street, Oamaru. [910, 460, 1050, 501]
ad-body: WILDIE, ALLAN, & STUMBLES, instructed by Mr Malcolmson, trustee in the estate of Mr Hans (Mainland, deceased), will sell by Public Auction, at the South Canterbury Horse Bazaar, Beswick street, Timaru, on Saturday, October 16, 1880, 1 Bay gelding, Prince, 6 years; 1 Brown colt, Duke, 3 years, heavy draught, and thoroughly staunch; 1 Farm dray, 1 single-furrow plough, harness, horse covers, &c. Also, On account of other Owners—2 Magnificent heavy draught Clydesdale mares; 5 Staunch draught mares and geldings; 5 First-class hacks and light harness horses; Harness, &c., &c. Also, on account of Mr Gilmour—The celebrated steeplechaser, JACK, a first-class Hack, and good in harness. [762, 1311, 901, 1506]
ad-body: GRAND ART UNION OF FINE GOLD AND DIAMOND JEWELLERY, &c. To be Drawn on [319, 1233, 456, 1263]
ad-title: ASK FOR M. BARDSLEY & SON'S PRIZE PALE SOAP (Star Brand) (Star Brand) (Star Brand) To be Obtained from the Grocers. [910, 1047, 1050, 1088]
ad-title: SHERWOOD. [341, 740, 434, 756]
ad-body: THE decided success which has attended the efforts made at the above Establishment, to offer a GOOD TEA at 2s per lb, which should command a good sale, encourage us to ask those who have not yet tasted our Tea to compare it with others. The present state of the market offers a great opportunity for securing remarkable value for the money. Country orders will be forwarded at once, on remittance of P.O.O. or cheque. [910, 1140, 1050, 1253]
section-government-notices: Government Notices. [910, 1382, 1050, 1400]
ad-body: MOSS JONAS will Sell by Public Auction, at his Rooms, Timaru, TO-MORROW, Flour, Bran, Sharps, Potatoes, Fowls' Corn, Oats, Butter, Tea, Saddles, Harness, Turpentine. Also—6 Silver Watches without reserve. [466, 219, 605, 281]
ad-title: 104 SACKS POTATOES 70 SACKS FOWLS' CORN, [917, 323, 1043, 344]
ad-body: WILDIE, ALLAN & STUMBLES have been instructed by Mr McMeakin to Sell by Public Auction, at their Salerooms, Beswick Street, Timaru on Monday, October 18, 1880, Freehold section No. 39, containing one quarter acre, having a frontage to the bench and railway line. The unexpired lease, having 17 years to run, of Municipal section No. 60, adjoining the above, and having a frontage to High street, Government Town of Timaru. [762, 689, 901, 811]
ad-body: Auctions Conducted in Town or Country. At all Public Saleyards, and at their private Yards. Their Business will include the Sale of Live Stock and Land, the Management of Estates for absentees, and transact the Business generally of Land, Estate and Commission Agents. They will hold weekly sales of Horses on every Saturday at their Yards, Beswick street. Regular Sales of Skins, Hides, &c., and Periodical Sales of Wool throughout the season. Liberal Advances made on Stock or Property of any kind placed in their hands for sale, or by Auction or privately. [762, 127, 901, 291]
ad-body: MOSS JONAS has been instructed to sell by Public Auction at his Rooms, Timaru, on WEDNESDAY, OCT 20. The Lease of Section No. 246, Beswick square, Timaru, containing one quarter acre (more or less), with all improvements thereon, consisting of two well-finished cottages, one of six and one of three rooms, underground tank, &c. The lease, which is from the Borough Council, has sixteen years to run, at a rental of five pounds per annum, and full valuation for improvements at termination of lease. Terms Easy. [466, 693, 605, 836]
